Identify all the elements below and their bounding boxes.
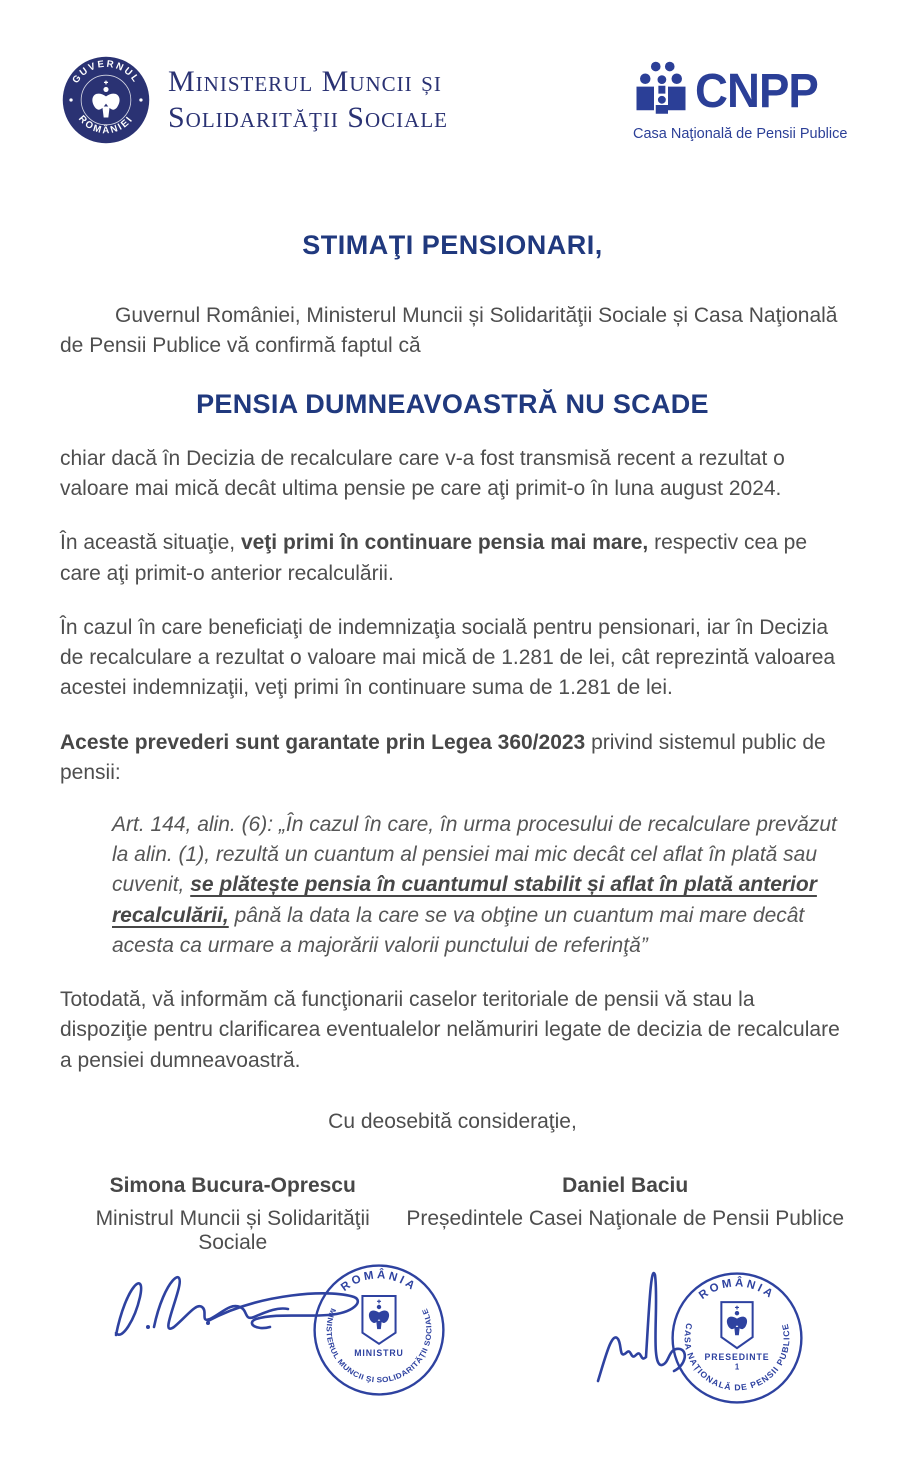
stamp-right-arc-bottom: CASA NAȚIONALĂ DE PENSII PUBLICE	[682, 1322, 792, 1393]
quote-post: până la data la care se va obţine un cuantum mai mare decât acesta ca urmare a majorării valorii punctului de referinţă”	[112, 903, 805, 957]
signatory-president	[405, 1174, 845, 1255]
cnpp-people-mark-icon	[633, 58, 689, 124]
header	[60, 54, 848, 146]
law-quote	[112, 810, 845, 961]
ministry-round-stamp-icon	[310, 1261, 448, 1399]
quote-emphasis: se plătește pensia în cuantumul stabilit și aflat în plată anterior recalculării,	[112, 873, 817, 927]
stamp-left-crest-icon	[362, 1296, 395, 1344]
cnpp-round-stamp-icon	[668, 1269, 806, 1407]
ministry-name-line1: Ministerul Muncii și	[168, 65, 442, 98]
paragraph-2	[60, 528, 845, 588]
intro-paragraph: Guvernul României, Ministerul Muncii și Solidarităţii Sociale și Casa Naţională de Pensii Publice vă confirmă faptul că	[60, 304, 838, 358]
stamp-left-center-label: MINISTRU	[354, 1347, 404, 1358]
stamp-right-center-number: 1	[734, 1362, 740, 1372]
paragraph-4-post: privind sistemul public de pensii:	[60, 730, 826, 784]
cnpp-logo	[633, 58, 848, 142]
ministry-name-line2: Solidarităţii Sociale	[168, 101, 448, 134]
paragraph-5: Totodată, vă informăm că funcţionarii caselor teritoriale de pensii vă stau la dispoziţie pentru clarificarea eventualelor nelămuriri legate de decizia de recalculare a pensiei dumneavoastră.	[60, 988, 840, 1072]
ministry-wordmark	[168, 64, 448, 136]
paragraph-1: chiar dacă în Decizia de recalculare care v-a fost transmisă recent a rezultat o valoare mai mică decât ultima pensie pe care aţi primit-o în luna august 2024.	[60, 446, 785, 501]
stamp-right-arc-top: ROMÂNIA	[697, 1277, 777, 1302]
ministry-logo	[60, 54, 448, 146]
paragraph-2-post: respectiv cea pe care aţi primit-o anterior recalculării.	[60, 531, 808, 585]
stamp-right-center-label: PRESEDINTE	[704, 1351, 770, 1362]
president-name: Daniel Baciu	[562, 1173, 689, 1197]
signatory-minister	[60, 1174, 405, 1255]
paragraph-3: În cazul în care beneficiaţi de indemnizaţia socială pentru pensionari, iar în Decizia de recalculare a rezultat o valoare mai mică de 1.281 de lei, cât reprezintă valoarea acestei indemnizaţii, veţi primi în continuare suma de 1.281 de lei.	[60, 615, 836, 700]
closing-line: Cu deosebită consideraţie,	[328, 1109, 577, 1133]
paragraph-2-pre: În această situaţie,	[60, 531, 241, 555]
quote-pre: Art. 144, alin. (6): „În cazul în care, în urma procesului de recalculare prevăzut la alin. (1), rezultă un cuantum al pensiei mai mic decât cel aflat în plată sau cuvenit,	[112, 812, 837, 897]
minister-title: Ministrul Muncii și Solidarităţii Sociale	[95, 1206, 370, 1254]
signatories-row	[60, 1174, 845, 1255]
cnpp-tagline: Casa Naţională de Pensii Publice	[633, 126, 848, 142]
seal-arc-top-text: GUVERNUL	[70, 58, 142, 86]
cnpp-acronym: CNPP	[695, 64, 818, 118]
president-title: Președintele Casei Naţionale de Pensii Publice	[406, 1206, 845, 1230]
minister-name: Simona Bucura-Oprescu	[109, 1173, 356, 1197]
paragraph-2-bold: veţi primi în continuare pensia mai mare,	[240, 531, 649, 555]
salutation-heading: STIMAŢI PENSIONARI,	[302, 230, 603, 260]
government-of-romania-seal-icon	[60, 54, 152, 146]
paragraph-4	[60, 728, 845, 788]
signatures-and-stamps	[60, 1259, 845, 1469]
stamp-left-arc-top: ROMÂNIA	[339, 1269, 419, 1294]
stamp-left-arc-bottom: MINISTERUL MUNCII ȘI SOLIDARITĂȚII SOCIALE	[324, 1306, 434, 1385]
paragraph-4-bold: Aceste prevederi sunt garantate prin Legea 360/2023	[60, 730, 586, 754]
stamp-right-crest-icon	[721, 1302, 752, 1348]
headline: PENSIA DUMNEAVOASTRĂ NU SCADE	[196, 388, 709, 419]
seal-arc-bottom-text: ROMÂNIEI	[76, 113, 136, 137]
